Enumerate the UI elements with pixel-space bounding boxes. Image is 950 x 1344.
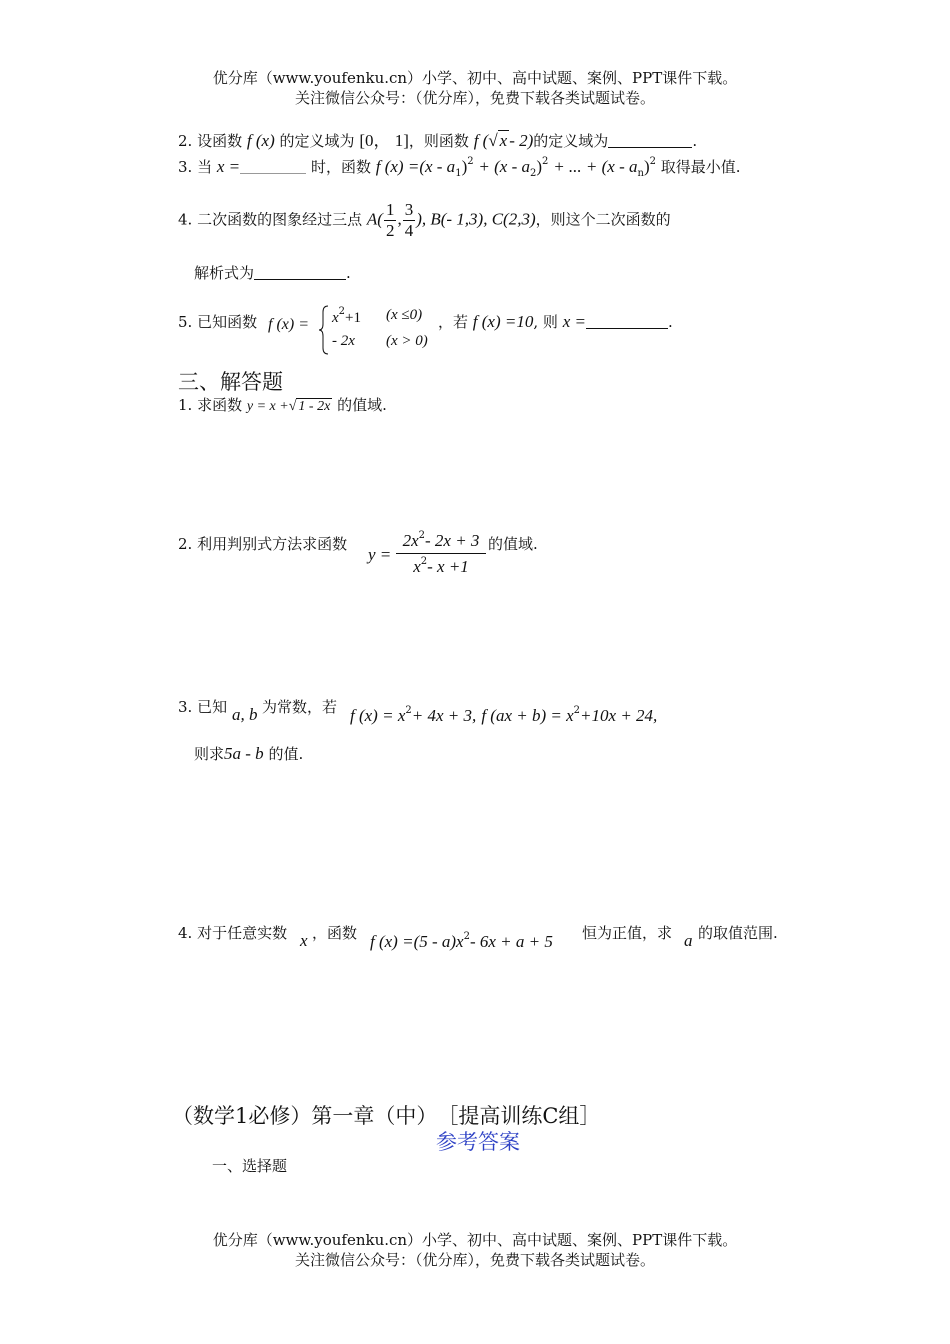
piecewise-cond-2: (x > 0) <box>386 333 428 349</box>
question-number: 3. <box>178 698 193 716</box>
fraction: $\frac{1}{2}$ <box>385 200 395 240</box>
section-title: 三、解答题 <box>178 370 283 394</box>
question-number: 4. <box>178 924 193 942</box>
solve-question-1: 1. 求函数 y = x +√ 1 - 2x 的值域. <box>178 396 387 414</box>
solve-question-4-label: 4. 对于任意实数 <box>178 924 288 942</box>
answer-blank[interactable] <box>240 157 306 174</box>
fill-question-4-line-2: 解析式为 . <box>194 264 351 282</box>
solve-2-y: y = <box>368 545 392 564</box>
piecewise-lhs: f (x) = <box>268 316 309 333</box>
fill-question-3: 3. 当 x = 时，函数 f $(x) =(x - a_1)^2 + (x - a_2)^2$ + ... + $(x - a_n)^2$ 取得最小值. <box>178 156 741 179</box>
solve-4-text-2: 恒为正值，求 <box>582 924 673 942</box>
fill-question-5-label: 5. 已知函数 <box>178 313 258 331</box>
header-line-2: 关注微信公众号：（优分库），免费下载各类试题试卷。 <box>294 89 655 107</box>
footer-line-1: 优分库（www.youfenku.cn）小学、初中、高中试题、案例、PPT课件下载。 <box>212 1231 738 1249</box>
solve-4-expr: f $(x) =(5 - a)x^2-$ 6x + a + 5 <box>370 931 553 951</box>
solve-4-x: x <box>300 931 308 950</box>
fill-question-4: 4. 二次函数的图象经过三点 A( $\frac{1}{2}$ , $\frac{3}{4}$ ), B(- 1,3), C(2,3)，则这个二次函数的 <box>178 200 671 240</box>
answers-title: 参考答案 <box>436 1130 520 1154</box>
question-number: 2. <box>178 535 193 553</box>
solve-4-a: a <box>684 931 693 950</box>
fill-question-5-rest: ，若 f (x) =10, 则 x = . <box>438 312 673 331</box>
solve-question-3-label: 3. 已知 <box>178 698 228 716</box>
solve-4-text-3: 的取值范围. <box>698 924 778 942</box>
answer-blank[interactable] <box>608 131 692 148</box>
solve-3-text: 为常数，若 <box>262 698 338 716</box>
header-line-1: 优分库（www.youfenku.cn）小学、初中、高中试题、案例、PPT课件下载。 <box>212 69 738 87</box>
question-number: 4. <box>178 210 193 229</box>
solve-question-2-label: 2. 利用判别式方法求函数 <box>178 535 348 553</box>
piecewise-case-1: $x^2+1$ <box>332 306 362 326</box>
question-number: 3. <box>178 158 193 176</box>
footer-line-2: 关注微信公众号：（优分库），免费下载各类试题试卷。 <box>294 1251 655 1269</box>
solve-4-text: ，函数 <box>312 924 358 942</box>
piecewise-case-2: - 2x <box>332 333 355 349</box>
question-number: 2. <box>178 132 193 150</box>
question-number: 5. <box>178 313 193 331</box>
question-number: 1. <box>178 396 193 414</box>
solve-question-2-rest: 的值域. <box>488 535 538 553</box>
answer-blank[interactable] <box>586 312 668 329</box>
answers-heading: （数学1必修）第一章（中） ［提高训练C组］ <box>172 1104 601 1128</box>
solve-3-expr: f $(x) = x^2+ 4x + 3$, f $(ax + b) = x^2+10x + 24$, <box>350 705 658 725</box>
solve-2-fraction: $2x^2-$ 2x + 3 $x^2-$ x +1 <box>396 530 486 577</box>
fraction: $\frac{3}{4}$ <box>404 200 414 240</box>
fill-question-2: 2. 设函数 f (x) 的定义域为 [0， 1]，则函数 f (√ x - 2)的定义域为 . <box>178 131 698 150</box>
solve-3-ab: a, b <box>232 705 258 724</box>
piecewise-brace-icon <box>318 304 330 356</box>
solve-question-3-line-2: 则求5a - b 的值. <box>194 744 304 763</box>
piecewise-cond-1: (x ≤0) <box>386 307 423 323</box>
answers-subsection: 一、选择题 <box>212 1157 288 1175</box>
answer-blank[interactable] <box>254 263 346 280</box>
